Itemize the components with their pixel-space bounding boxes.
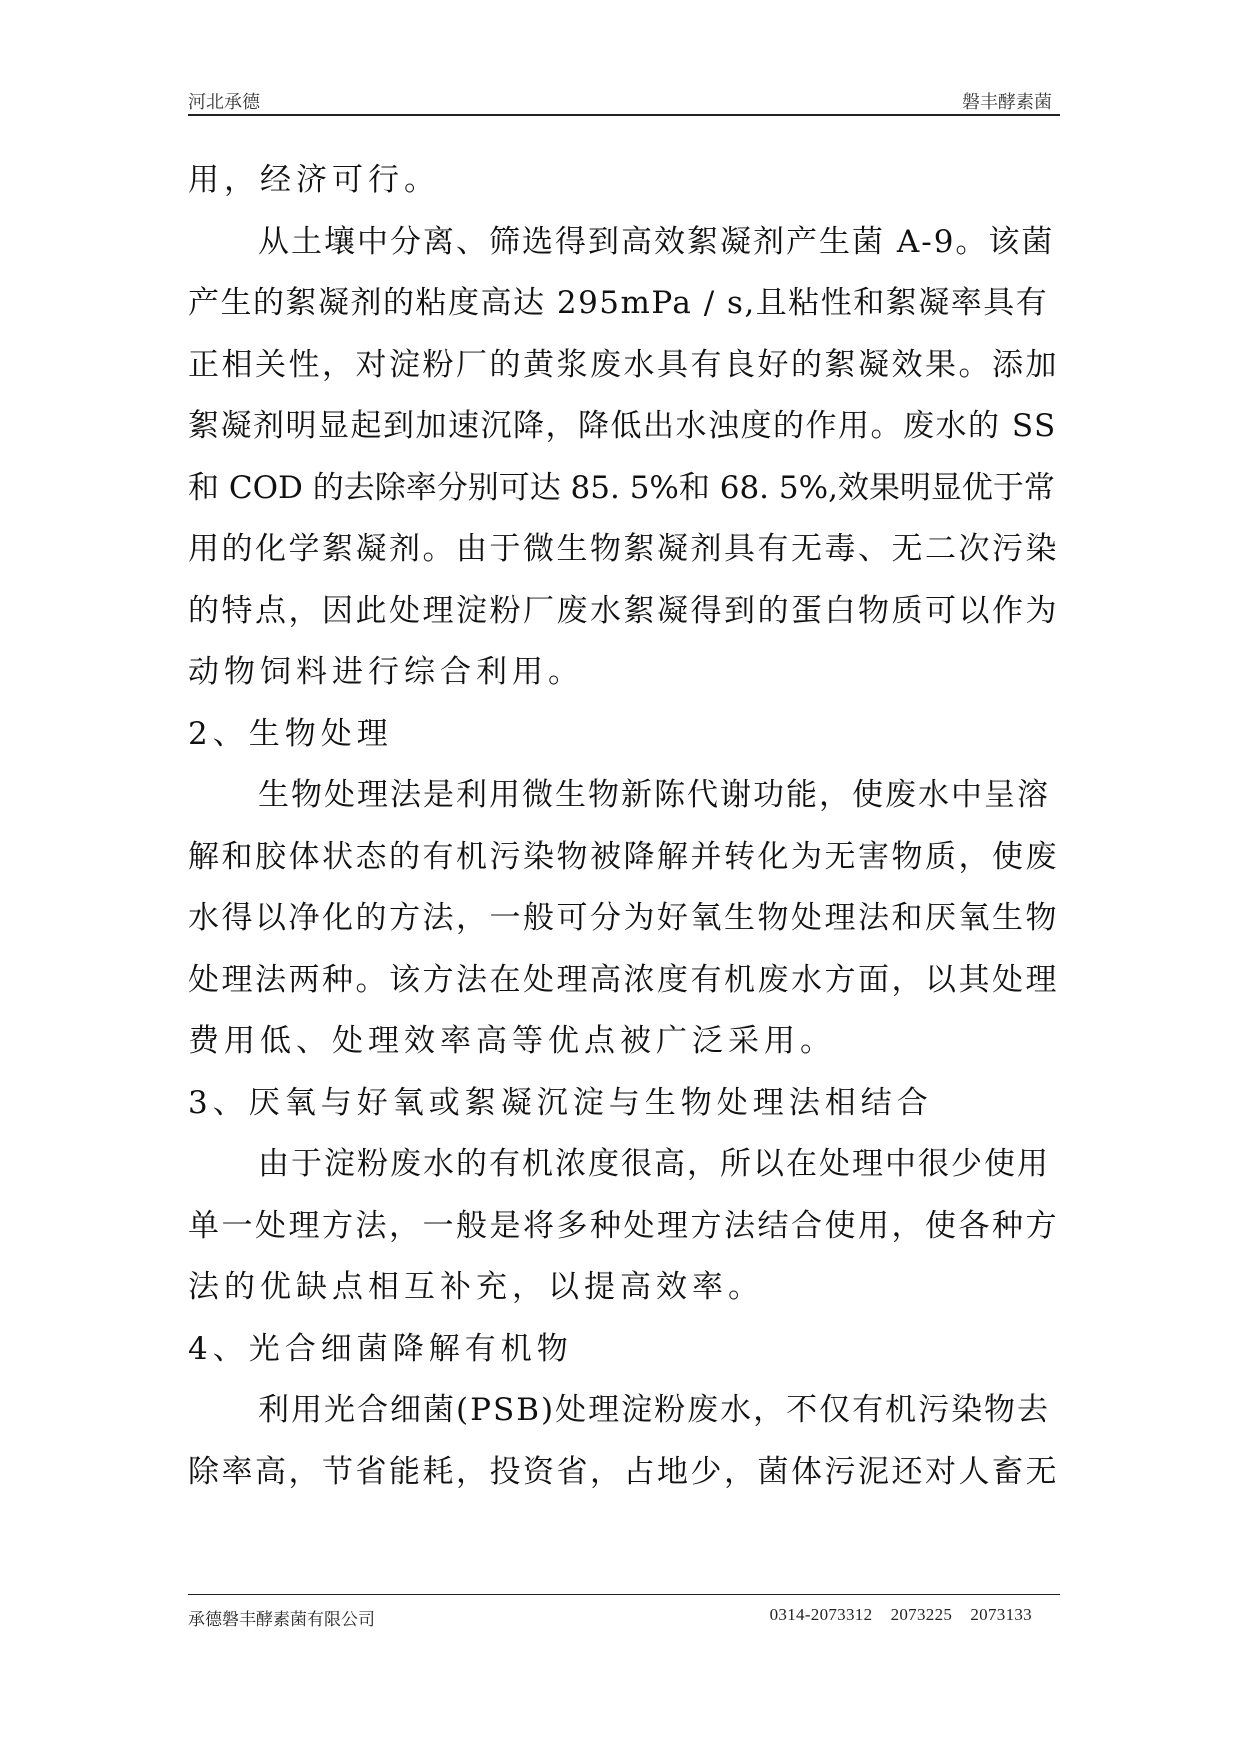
page-header (188, 88, 1060, 116)
paragraph-start: 从土壤中分离、筛选得到高效絮凝剂产生菌 A-9。该菌 (258, 223, 1055, 260)
text-line: 单一处理方法，一般是将多种处理方法结合使用，使各种方 (188, 1207, 1059, 1244)
text-line: 正相关性，对淀粉厂的黄浆废水具有良好的絮凝效果。添加 (188, 346, 1059, 383)
text-line: 的特点，因此处理淀粉厂废水絮凝得到的蛋白物质可以作为 (188, 592, 1059, 629)
text-line: 产生的絮凝剂的粘度高达 295mPa / s,且粘性和絮凝率具有 (188, 285, 1049, 321)
text-line: 除率高，节省能耗，投资省，占地少，菌体污泥还对人畜无 (188, 1453, 1059, 1490)
text-line: 用，经济可行。 (188, 162, 440, 198)
text-line: 动物饲料进行综合利用。 (188, 654, 584, 690)
document-body (188, 150, 1060, 1503)
footer-company: 承德磐丰酵素菌有限公司 (188, 1610, 375, 1630)
text-line: 费用低、处理效率高等优点被广泛采用。 (188, 1023, 836, 1059)
header-location: 河北承德 (188, 92, 260, 113)
page-footer (188, 1605, 1060, 1631)
text-line: 法的优缺点相互补充，以提高效率。 (188, 1269, 764, 1305)
text-line: 用的化学絮凝剂。由于微生物絮凝剂具有无毒、无二次污染 (188, 531, 1059, 567)
section-heading: 2、生物处理 (188, 715, 393, 752)
section-heading: 4、光合细菌降解有机物 (188, 1330, 573, 1367)
text-line: 处理法两种。该方法在处理高浓度有机废水方面，以其处理 (188, 961, 1059, 998)
section-heading: 3、厌氧与好氧或絮凝沉淀与生物处理法相结合 (188, 1084, 933, 1121)
header-divider (188, 114, 1060, 116)
text-line: 水得以净化的方法，一般可分为好氧生物处理法和厌氧生物 (188, 900, 1059, 936)
text-line: 和 COD 的去除率分别可达 85. 5%和 68. 5%,效果明显优于常 (188, 469, 1055, 506)
text-line: 解和胶体状态的有机污染物被降解并转化为无害物质，使废 (188, 838, 1059, 875)
header-brand: 磐丰酵素菌 (962, 92, 1052, 113)
text-line: 絮凝剂明显起到加速沉降，降低出水浊度的作用。废水的 SS (188, 408, 1057, 444)
footer-phones: 0314-2073312 2073225 2073133 (769, 1605, 1032, 1624)
paragraph-start: 由于淀粉废水的有机浓度很高，所以在处理中很少使用 (258, 1146, 1050, 1182)
paragraph-start: 利用光合细菌(PSB)处理淀粉废水，不仅有机污染物去 (258, 1392, 1051, 1428)
paragraph-start: 生物处理法是利用微生物新陈代谢功能，使废水中呈溶 (258, 777, 1050, 813)
footer-divider (188, 1594, 1060, 1595)
